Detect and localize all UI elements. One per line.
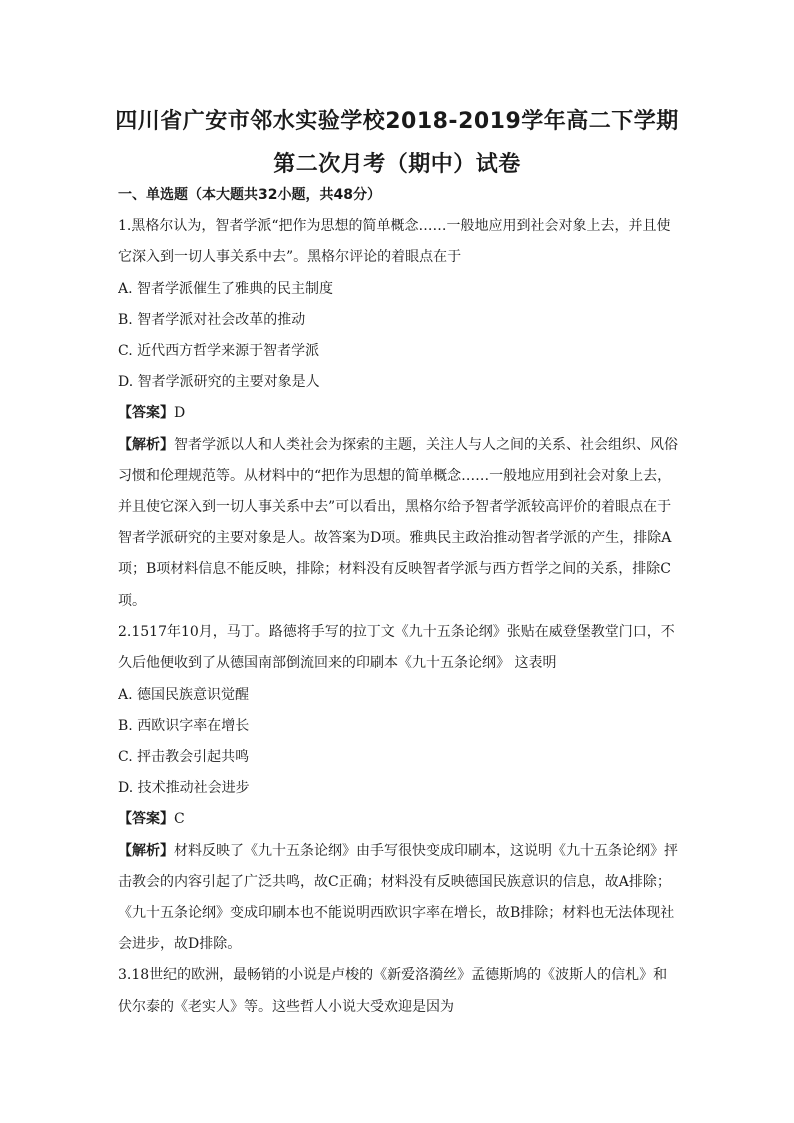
q2-analysis-line3: 《九十五条论纲》变成印刷本也不能说明西欧识字率在增长，故B排除；材料也无法体现社 xyxy=(118,905,675,921)
q2-analysis-text1: 材料反映了《九十五条论纲》由手写很快变成印刷本，这说明《九十五条论纲》抨 xyxy=(174,843,678,859)
q2-analysis-line2: 击教会的内容引起了广泛共鸣，故C正确；材料没有反映德国民族意识的信息，故A排除； xyxy=(118,874,671,890)
section-heading: 一、单选题（本大题共32小题，共48分） xyxy=(118,187,381,203)
q2-answer xyxy=(118,810,680,828)
q2-analysis-line4: 会进步，故D排除。 xyxy=(118,936,242,952)
q1-answer-tag: 【答案】 xyxy=(118,405,174,421)
q2-option-d: D. 技术推动社会进步 xyxy=(118,780,250,796)
q1-stem-line2: 它深入到一切人事关系中去”。黑格尔评论的着眼点在于 xyxy=(118,249,462,265)
exam-title-line2: 第二次月考（期中）试卷 xyxy=(273,152,521,177)
q2-analysis-tag: 【解析】 xyxy=(118,843,174,859)
q1-option-d: D. 智者学派研究的主要对象是人 xyxy=(118,374,320,390)
q1-answer-value: D xyxy=(174,405,186,421)
q1-option-c: C. 近代西方哲学来源于智者学派 xyxy=(118,343,320,359)
q2-answer-value: C xyxy=(174,811,185,827)
q2-answer-tag: 【答案】 xyxy=(118,811,174,827)
q1-analysis-line5: 项；B项材料信息不能反映，排除；材料没有反映智者学派与西方哲学之间的关系，排除C xyxy=(118,561,671,577)
q1-analysis-line3: 并且使它深入到一切人事关系中去”可以看出，黑格尔给予智者学派较高评价的着眼点在于 xyxy=(118,499,672,515)
q2-analysis-line1 xyxy=(118,842,680,860)
q2-stem-line2: 久后他便收到了从德国南部倒流回来的印刷本《九十五条论纲》 这表明 xyxy=(118,655,557,671)
q1-option-a: A. 智者学派催生了雅典的民主制度 xyxy=(118,281,334,297)
q1-analysis-line4: 智者学派研究的主要对象是人。故答案为D项。雅典民主政治推动智者学派的产生，排除A xyxy=(118,530,672,546)
q1-option-b: B. 智者学派对社会改革的推动 xyxy=(118,312,306,328)
q2-option-a: A. 德国民族意识觉醒 xyxy=(118,687,250,703)
q2-option-c: C. 抨击教会引起共鸣 xyxy=(118,749,250,765)
q1-stem-line1: 1.黑格尔认为，智者学派“把作为思想的简单概念……一般地应用到社会对象上去，并且使 xyxy=(118,218,671,234)
q1-analysis-line1 xyxy=(118,436,680,454)
q3-stem-line1: 3.18世纪的欧洲，最畅销的小说是卢梭的《新爱洛漪丝》孟德斯鸠的《波斯人的信札》和 xyxy=(118,967,668,983)
q1-analysis-text1: 智者学派以人和人类社会为探索的主题，关注人与人之间的关系、社会组织、风俗 xyxy=(174,437,678,453)
exam-title-line1: 四川省广安市邻水实验学校2018-2019学年高二下学期 xyxy=(115,109,679,134)
q1-answer xyxy=(118,404,680,422)
q2-stem-line1: 2.1517年10月，马丁。路德将手写的拉丁文《九十五条论纲》张贴在威登堡教堂门口，不 xyxy=(118,624,675,640)
q3-stem-line2: 伏尔泰的《老实人》等。这些哲人小说大受欢迎是因为 xyxy=(118,999,454,1015)
q1-analysis-tag: 【解析】 xyxy=(118,437,174,453)
q2-option-b: B. 西欧识字率在增长 xyxy=(118,718,250,734)
q1-analysis-line6: 项。 xyxy=(118,593,146,609)
q1-analysis-line2: 习惯和伦理规范等。从材料中的“把作为思想的简单概念……一般地应用到社会对象上去， xyxy=(118,468,672,484)
